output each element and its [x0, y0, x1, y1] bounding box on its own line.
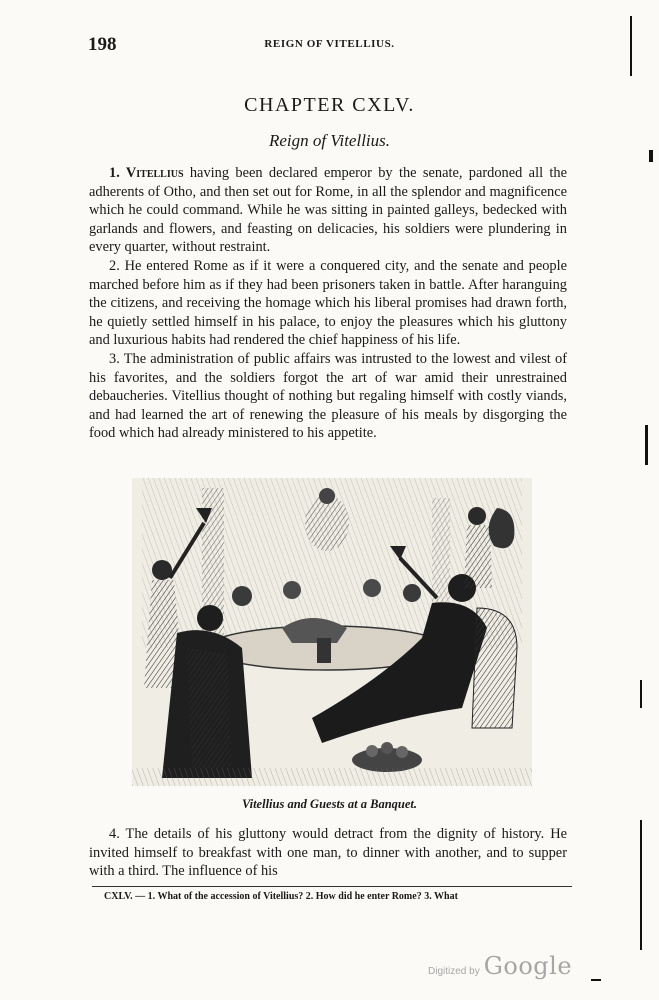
figure-caption: Vitellius and Guests at a Banquet. [241, 797, 418, 811]
watermark-prefix: Digitized by [428, 966, 480, 977]
scan-edge-mark [591, 979, 601, 981]
paragraph-4: 4. The details of his gluttony would detract from the dignity of history. He invited himself to breakfast with one man, to dinner with another, and to supper with a third. The influence of his [89, 826, 567, 880]
scan-edge-mark [645, 425, 648, 465]
footnote-divider [92, 886, 572, 887]
running-head: REIGN OF VITELLIUS. [264, 38, 395, 50]
paragraph-2: 2. He entered Rome as if it were a conquered city, and the senate and people marched before him as if they had been prisoners taken in battle. After haranguing the citizens, and receiving the homage which his liberal promises had drawn forth, he quietly settled himself in his palace, to enjoy the pleasures which his gluttony and luxurious habits had rendered the chief happiness of his life. [89, 257, 567, 349]
page-number: 198 [88, 34, 117, 55]
chapter-subtitle: Reign of Vitellius. [268, 131, 391, 150]
google-logo: Google [483, 952, 573, 980]
body-text-upper [89, 164, 567, 443]
scan-edge-mark [640, 680, 642, 708]
digitized-watermark [428, 952, 572, 980]
scan-edge-mark [649, 150, 653, 162]
body-text-lower [89, 825, 567, 881]
banquet-engraving [132, 478, 532, 786]
scan-edge-mark [630, 16, 632, 76]
footnote-questions: CXLV. — 1. What of the accession of Vitellius? 2. How did he enter Rome? 3. What [104, 891, 458, 902]
paragraph-text: having been declared emperor by the senate, pardoned all the adherents of Otho, and then set out for Rome, in all the splendor and magnificence which he could command. While he was sitting in painted galleys, bedecked with garlands and flowers, and feasting on delicacies, his soldiers were plundering in every quarter, without restraint. [89, 165, 567, 256]
paragraph-3: 3. The administration of public affairs was intrusted to the lowest and vilest of his favorites, and the soldiers forgot the art of war amid their unrestrained debaucheries. Vitellius thought of nothing but regaling himself with costly viands, and had learned the art of renewing the pleasure of his meals by disgorging the food which had already ministered to his appetite. [89, 350, 567, 442]
chapter-title: CHAPTER CXLV. [244, 94, 415, 116]
paragraph-lead: 1. Vitellius [109, 165, 184, 181]
scan-edge-mark [640, 820, 642, 950]
paragraph-1 [89, 164, 567, 257]
